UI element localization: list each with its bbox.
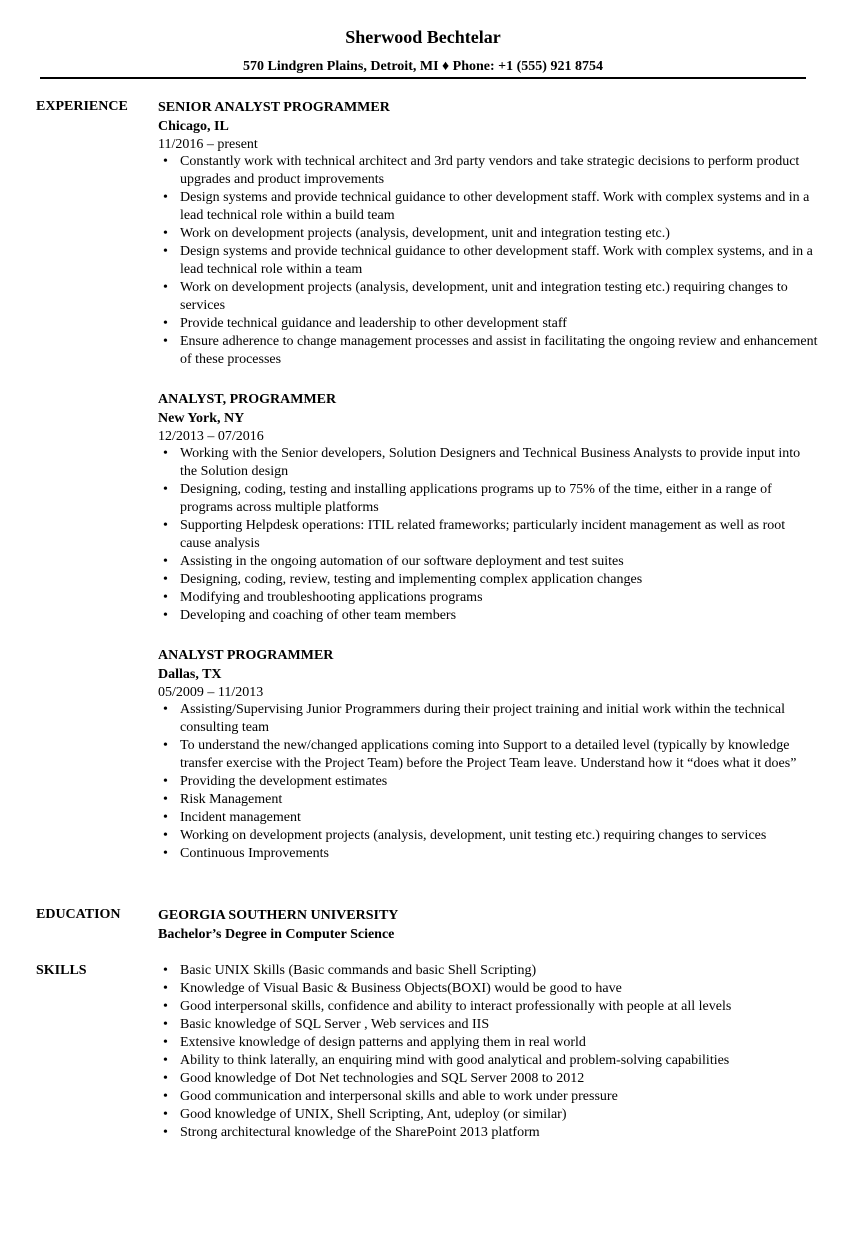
- skills-entry: [158, 962, 818, 1142]
- job-dates: 11/2016 – present: [158, 137, 258, 152]
- skill-item: • Good knowledge of Dot Net technologies and SQL Server 2008 to 2012: [158, 1070, 818, 1088]
- job-bullet-list: [158, 445, 818, 625]
- job-entry: [158, 391, 818, 625]
- skill-item: • Basic knowledge of SQL Server , Web services and IIS: [158, 1016, 818, 1034]
- experience-heading: EXPERIENCE: [36, 99, 128, 114]
- job-bullet: • Assisting/Supervising Junior Programmers during their project training and initial work within the technical consulting team: [158, 701, 818, 737]
- job-bullet: • Work on development projects (analysis, development, unit and integration testing etc.): [158, 225, 818, 243]
- skill-item: • Good communication and interpersonal skills and able to work under pressure: [158, 1088, 818, 1106]
- skill-item: • Strong architectural knowledge of the SharePoint 2013 platform: [158, 1124, 818, 1142]
- skills-list: [158, 962, 818, 1142]
- job-title: ANALYST PROGRAMMER: [158, 648, 334, 663]
- job-bullet: • Supporting Helpdesk operations: ITIL related frameworks; particularly incident management as well as root cause analysis: [158, 517, 818, 553]
- job-bullet: • Working with the Senior developers, Solution Designers and Technical Business Analysts to provide input into the Solution design: [158, 445, 818, 481]
- job-bullet: • Working on development projects (analysis, development, unit testing etc.) requiring changes to services: [158, 827, 818, 845]
- job-bullet: • Ensure adherence to change management processes and assist in facilitating the ongoing review and enhancement of these processes: [158, 333, 818, 369]
- job-entry: [158, 99, 818, 369]
- skill-item: • Ability to think laterally, an enquiring mind with good analytical and problem-solving capabilities: [158, 1052, 818, 1070]
- skill-item: • Good interpersonal skills, confidence and ability to interact professionally with people at all levels: [158, 998, 818, 1016]
- job-bullet: • Assisting in the ongoing automation of our software deployment and test suites: [158, 553, 818, 571]
- job-bullet: • Continuous Improvements: [158, 845, 818, 863]
- contact-line: 570 Lindgren Plains, Detroit, MI ♦ Phone: +1 (555) 921 8754: [243, 59, 603, 74]
- job-bullet: • Designing, coding, review, testing and implementing complex application changes: [158, 571, 818, 589]
- job-dates: 12/2013 – 07/2016: [158, 429, 264, 444]
- skill-item: • Extensive knowledge of design patterns and applying them in real world: [158, 1034, 818, 1052]
- job-bullet: • Constantly work with technical architect and 3rd party vendors and take strategic decisions to perform product upgrades and product improvements: [158, 153, 818, 189]
- job-bullet-list: [158, 153, 818, 369]
- education-entry: [158, 907, 818, 944]
- job-location: New York, NY: [158, 411, 245, 426]
- job-bullet: • Work on development projects (analysis, development, unit and integration testing etc.) requiring changes to services: [158, 279, 818, 315]
- job-dates: 05/2009 – 11/2013: [158, 685, 264, 700]
- school-name: GEORGIA SOUTHERN UNIVERSITY: [158, 908, 399, 923]
- degree-name: Bachelor’s Degree in Computer Science: [158, 927, 395, 942]
- job-bullet: • Incident management: [158, 809, 818, 827]
- job-bullet: • Developing and coaching of other team members: [158, 607, 818, 625]
- header-divider: [40, 77, 806, 79]
- candidate-name: Sherwood Bechtelar: [345, 27, 501, 47]
- skill-item: • Knowledge of Visual Basic & Business Objects(BOXI) would be good to have: [158, 980, 818, 998]
- job-location: Dallas, TX: [158, 667, 222, 682]
- job-location: Chicago, IL: [158, 119, 229, 134]
- skill-item: • Basic UNIX Skills (Basic commands and basic Shell Scripting): [158, 962, 818, 980]
- job-title: SENIOR ANALYST PROGRAMMER: [158, 100, 390, 115]
- job-bullet: • Modifying and troubleshooting applications programs: [158, 589, 818, 607]
- job-bullet-list: [158, 701, 818, 863]
- job-bullet: • Provide technical guidance and leadership to other development staff: [158, 315, 818, 333]
- job-bullet: • To understand the new/changed applications coming into Support to a detailed level (typically by knowledge transfer exercise with the Project Team) before the Project Team leave. Understand how it “does what it does”: [158, 737, 818, 773]
- job-bullet: • Providing the development estimates: [158, 773, 818, 791]
- job-bullet: • Designing, coding, testing and installing applications programs up to 75% of the time, either in a range of programs across multiple platforms: [158, 481, 818, 517]
- job-title: ANALYST, PROGRAMMER: [158, 392, 337, 407]
- job-bullet: • Design systems and provide technical guidance to other development staff. Work with complex systems and in a lead technical role within a build team: [158, 189, 818, 225]
- job-bullet: • Design systems and provide technical guidance to other development staff. Work with complex systems, and in a lead technical role within a team: [158, 243, 818, 279]
- job-entry: [158, 647, 818, 863]
- education-heading: EDUCATION: [36, 907, 121, 922]
- skills-heading: SKILLS: [36, 963, 87, 978]
- skill-item: • Good knowledge of UNIX, Shell Scripting, Ant, udeploy (or similar): [158, 1106, 818, 1124]
- job-bullet: • Risk Management: [158, 791, 818, 809]
